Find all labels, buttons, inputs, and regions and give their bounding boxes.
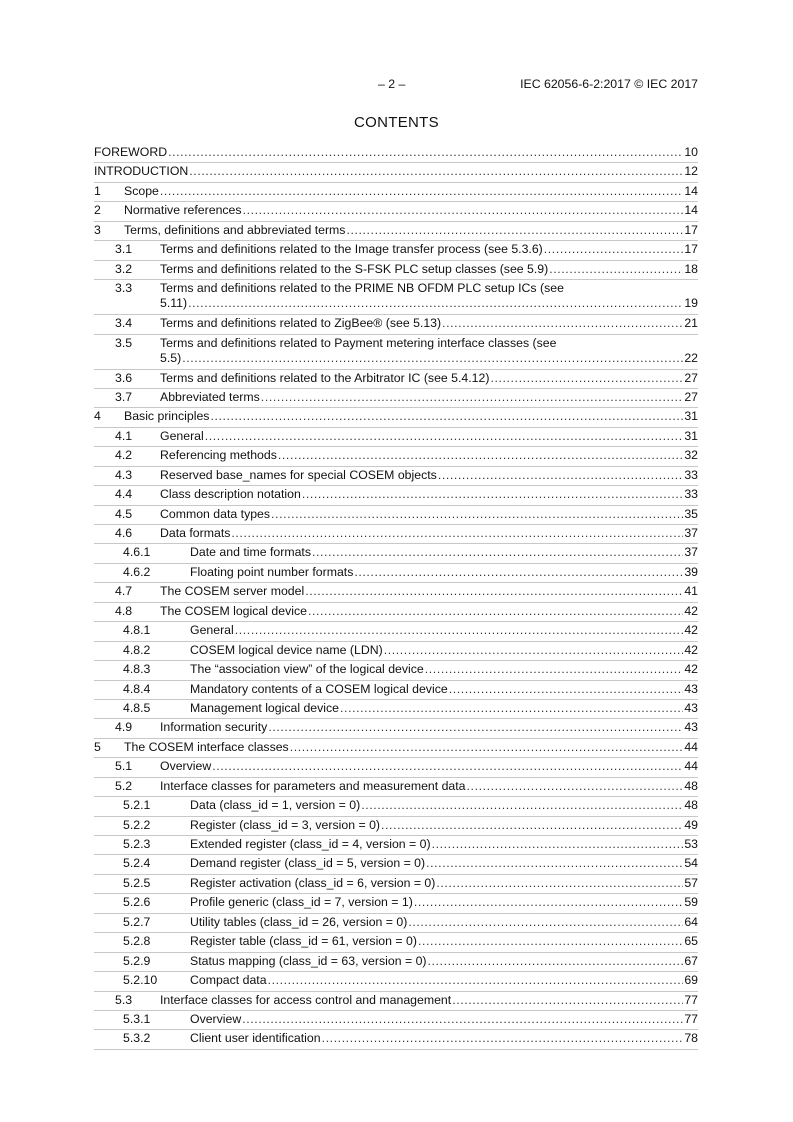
dot-leader — [210, 409, 683, 423]
toc-entry[interactable] — [94, 875, 698, 894]
toc-entry-title: The COSEM server model — [160, 584, 305, 599]
toc-entry-title: Terms and definitions related to Payment metering interface classes (see — [160, 335, 557, 350]
toc-entry[interactable] — [94, 1030, 698, 1049]
toc-entry-number: 4.2 — [115, 448, 133, 463]
toc-entry[interactable] — [94, 241, 698, 260]
toc-entry-number: 4.1 — [115, 428, 133, 443]
toc-entry-title: Interface classes for parameters and measurement data — [160, 778, 466, 793]
toc-entry-page: 43 — [684, 720, 698, 735]
toc-entry[interactable] — [94, 642, 698, 661]
toc-entry-title: Terms, definitions and abbreviated terms — [124, 222, 346, 237]
dot-leader — [432, 837, 684, 851]
toc-entry-number: 4.4 — [115, 487, 133, 502]
toc-entry-title: Referencing methods — [160, 448, 277, 463]
toc-entry-title: The COSEM logical device — [160, 603, 307, 618]
toc-entry-number: 3.4 — [115, 316, 133, 331]
toc-entry-page: 33 — [684, 467, 698, 482]
toc-entry-number: 1 — [94, 183, 101, 198]
toc-entry[interactable] — [94, 972, 698, 991]
toc-entry-number: 4.6.1 — [123, 545, 151, 560]
toc-entry-number: 5.2.2 — [123, 817, 151, 832]
toc-entry[interactable] — [94, 202, 698, 221]
dot-leader — [212, 759, 683, 773]
dot-leader — [449, 682, 684, 696]
toc-entry-number: 5.2.8 — [123, 934, 151, 949]
toc-entry-number: 2 — [94, 203, 101, 218]
toc-entry-number: 4.7 — [115, 584, 133, 599]
toc-entry[interactable] — [94, 467, 698, 486]
toc-entry-number: 3.5 — [115, 335, 133, 350]
toc-entry-title: Management logical device — [190, 700, 340, 715]
dot-leader — [305, 584, 683, 598]
toc-entry-title: Extended register (class_id = 4, version = 0) — [190, 837, 431, 851]
toc-entry-page: 77 — [684, 1011, 698, 1026]
toc-entry-page: 44 — [684, 739, 698, 754]
toc-entry-page: 27 — [684, 389, 698, 404]
toc-entry[interactable] — [94, 681, 698, 700]
toc-entry-page: 65 — [684, 934, 698, 949]
toc-entry-title: Terms and definitions related to the Arbitrator IC (see 5.4.12) — [160, 370, 490, 385]
toc-entry-number: 3 — [94, 222, 101, 237]
toc-entry-number: 4.9 — [115, 720, 133, 735]
toc-entry[interactable] — [94, 544, 698, 563]
toc-entry-page: 42 — [684, 603, 698, 618]
toc-entry-number: 5.2.4 — [123, 856, 151, 871]
dot-leader — [290, 740, 684, 754]
dot-leader — [549, 262, 683, 276]
toc-entry-title: Floating point number formats — [190, 564, 354, 579]
toc-entry-page: 32 — [684, 448, 698, 463]
dot-leader — [438, 468, 684, 482]
toc-entry-title: Profile generic (class_id = 7, version = 1) — [190, 895, 413, 910]
dot-leader — [308, 604, 683, 618]
dot-leader — [340, 701, 683, 715]
toc-entry-number: 5.2 — [115, 778, 133, 793]
toc-entry-page: 33 — [684, 487, 698, 502]
toc-entry[interactable] — [94, 222, 698, 241]
toc-entry-page: 64 — [684, 914, 698, 929]
toc-entry[interactable] — [94, 603, 698, 622]
toc-entry-number: 4.5 — [115, 506, 133, 521]
toc-entry-number: 5.2.1 — [123, 798, 151, 813]
toc-entry-number: 5.2.7 — [123, 914, 151, 929]
toc-entry[interactable] — [94, 506, 698, 525]
toc-entry[interactable] — [94, 933, 698, 952]
dot-leader — [428, 954, 684, 968]
dot-leader — [160, 184, 683, 198]
toc-entry-number: 3.6 — [115, 370, 133, 385]
toc-entry[interactable] — [94, 914, 698, 933]
dot-leader — [268, 720, 683, 734]
toc-entry-number: 5 — [94, 739, 101, 754]
dot-leader — [242, 1012, 683, 1026]
toc-entry-title: Register table (class_id = 61, version = 0) — [190, 934, 417, 949]
toc-entry-page: 14 — [684, 183, 698, 198]
toc-entry-number: 5.3.2 — [123, 1031, 151, 1046]
toc-entry-page: 31 — [684, 409, 698, 424]
dot-leader — [322, 1031, 684, 1045]
toc-entry-title: Mandatory contents of a COSEM logical device — [190, 681, 448, 696]
toc-entry-title: Abbreviated terms — [160, 389, 260, 404]
toc-entry-page: 37 — [684, 545, 698, 560]
toc-entry[interactable] — [94, 953, 698, 972]
toc-entry-title: Demand register (class_id = 5, version = 0) — [190, 856, 426, 871]
toc-entry[interactable] — [94, 719, 698, 738]
dot-leader — [414, 895, 683, 909]
toc-entry-title: Data formats — [160, 526, 231, 540]
toc-entry[interactable] — [94, 817, 698, 836]
toc-entry-title: Interface classes for access control and management — [160, 992, 452, 1007]
toc-entry-title: Normative references — [124, 203, 242, 218]
dot-leader — [188, 296, 683, 310]
toc-entry[interactable] — [94, 797, 698, 816]
toc-entry[interactable] — [94, 758, 698, 777]
toc-entry-page: 39 — [684, 564, 698, 579]
toc-entry-page: 17 — [684, 242, 698, 257]
toc-entry-number: 5.2.3 — [123, 837, 151, 851]
toc-entry-page: 18 — [684, 261, 698, 276]
toc-entry[interactable] — [94, 894, 698, 913]
dot-leader — [361, 798, 683, 812]
toc-entry[interactable] — [94, 700, 698, 719]
toc-entry-title: Terms and definitions related to the S-FSK PLC setup classes (see 5.9) — [160, 261, 549, 276]
dot-leader — [278, 448, 683, 462]
page-number: – 2 – — [378, 77, 406, 91]
toc-entry-title: INTRODUCTION — [94, 164, 189, 179]
toc-entry[interactable] — [94, 261, 698, 280]
toc-entry-page: 17 — [684, 222, 698, 237]
toc-entry-page: 78 — [684, 1031, 698, 1046]
dot-leader — [268, 973, 684, 987]
toc-entry-page: 19 — [684, 296, 698, 311]
toc-entry-title: Class description notation — [160, 487, 301, 502]
toc-entry-title-continuation: 5.5) — [160, 350, 182, 365]
toc-entry-page: 67 — [684, 953, 698, 968]
toc-entry-page: 21 — [684, 316, 698, 331]
toc-entry-page: 48 — [684, 798, 698, 813]
toc-entry-title: The COSEM interface classes — [124, 739, 289, 754]
toc-entry-page: 48 — [684, 778, 698, 793]
toc-entry-title: Information security — [160, 720, 268, 735]
toc-entry-title: Common data types — [160, 506, 271, 521]
dot-leader — [544, 242, 684, 256]
toc-entry-title: Overview — [190, 1011, 242, 1026]
toc-entry-title: Terms and definitions related to ZigBee® (see 5.13) — [160, 316, 442, 331]
toc-entry-page: 42 — [684, 642, 698, 657]
toc-entry[interactable] — [94, 564, 698, 583]
toc-entry-title: Utility tables (class_id = 26, version = 0) — [190, 914, 408, 929]
toc-entry-title: Register activation (class_id = 6, version = 0) — [190, 875, 436, 890]
toc-entry-number: 4.8.2 — [123, 642, 151, 657]
toc-entry-page: 37 — [684, 526, 698, 540]
dot-leader — [467, 779, 684, 793]
toc-entry-title: Scope — [124, 183, 159, 198]
toc-entry-page: 49 — [684, 817, 698, 832]
toc-entry[interactable] — [94, 389, 698, 408]
toc-entry-page: 69 — [684, 973, 698, 988]
dot-leader — [408, 915, 683, 929]
toc-entry[interactable] — [94, 428, 698, 447]
toc-entry-title: Terms and definitions related to the PRIME NB OFDM PLC setup ICs (see — [160, 281, 564, 296]
toc-entry-title: General — [190, 623, 234, 638]
toc-entry[interactable] — [94, 836, 698, 855]
dot-leader — [261, 390, 684, 404]
toc-entry-number: 4.3 — [115, 467, 133, 482]
toc-entry-page: 53 — [684, 837, 698, 851]
dot-leader — [346, 223, 683, 237]
toc-entry-title: COSEM logical device name (LDN) — [190, 642, 383, 657]
toc-entry[interactable] — [94, 739, 698, 758]
toc-entry[interactable] — [94, 778, 698, 797]
toc-entry-title: The “association view” of the logical device — [190, 662, 424, 677]
dot-leader — [302, 487, 684, 501]
toc-entry-page: 44 — [684, 759, 698, 774]
toc-entry-number: 3.7 — [115, 389, 133, 404]
toc-entry-page: 41 — [684, 584, 698, 599]
dot-leader — [426, 856, 683, 870]
dot-leader — [235, 623, 684, 637]
toc-entry-number: 5.2.9 — [123, 953, 151, 968]
dot-leader — [381, 818, 683, 832]
table-of-contents — [94, 144, 698, 1050]
dot-leader — [384, 643, 684, 657]
toc-entry[interactable] — [94, 525, 698, 544]
toc-entry-title: Basic principles — [124, 409, 210, 424]
toc-entry-number: 4.8.5 — [123, 700, 151, 715]
toc-entry-page: 57 — [684, 875, 698, 890]
toc-entry-page: 43 — [684, 681, 698, 696]
toc-entry-number: 4.8.3 — [123, 662, 151, 677]
dot-leader — [418, 934, 683, 948]
toc-entry-title: Reserved base_names for special COSEM objects — [160, 467, 437, 482]
toc-entry[interactable] — [94, 144, 698, 163]
toc-entry-title: Date and time formats — [190, 545, 311, 560]
toc-entry-page: 22 — [684, 350, 698, 365]
toc-entry[interactable] — [94, 583, 698, 602]
toc-entry[interactable] — [94, 280, 698, 315]
toc-entry-title: FOREWORD — [94, 145, 168, 159]
toc-entry-title: Data (class_id = 1, version = 0) — [190, 798, 361, 813]
toc-entry-page: 77 — [684, 992, 698, 1007]
toc-entry-title: Terms and definitions related to the Image transfer process (see 5.3.6) — [160, 242, 543, 257]
toc-entry-number: 5.3 — [115, 992, 133, 1007]
toc-entry[interactable] — [94, 447, 698, 466]
toc-entry[interactable] — [94, 486, 698, 505]
dot-leader — [205, 429, 684, 443]
toc-entry-number: 3.1 — [115, 242, 133, 257]
toc-entry-number: 5.2.5 — [123, 875, 151, 890]
toc-entry[interactable] — [94, 661, 698, 680]
toc-entry-title-continuation: 5.11) — [160, 296, 188, 311]
dot-leader — [271, 507, 683, 521]
dot-leader — [168, 145, 683, 159]
toc-entry-number: 4.6.2 — [123, 564, 151, 579]
toc-entry[interactable] — [94, 992, 698, 1011]
toc-entry-number: 4.8.4 — [123, 681, 151, 696]
toc-entry-number: 3.3 — [115, 281, 133, 296]
dot-leader — [182, 351, 683, 365]
toc-entry-title: Register (class_id = 3, version = 0) — [190, 817, 381, 832]
toc-entry-page: 14 — [684, 203, 698, 218]
toc-entry[interactable] — [94, 370, 698, 389]
toc-entry[interactable] — [94, 1011, 698, 1030]
toc-entry-page: 42 — [684, 662, 698, 677]
toc-entry-number: 5.3.1 — [123, 1011, 151, 1026]
dot-leader — [436, 876, 683, 890]
toc-entry-number: 4.6 — [115, 526, 133, 540]
toc-entry-page: 12 — [684, 164, 698, 179]
toc-entry[interactable] — [94, 622, 698, 641]
toc-entry-page: 54 — [684, 856, 698, 871]
toc-entry-number: 4.8.1 — [123, 623, 151, 638]
toc-entry-title: General — [160, 428, 204, 443]
dot-leader — [243, 203, 684, 217]
toc-entry-title: Status mapping (class_id = 63, version = 0) — [190, 953, 427, 968]
dot-leader — [452, 993, 683, 1007]
toc-entry-number: 5.1 — [115, 759, 133, 774]
page-title: CONTENTS — [354, 114, 439, 131]
dot-leader — [425, 662, 684, 676]
toc-entry-page: 10 — [684, 145, 698, 159]
dot-leader — [490, 371, 683, 385]
toc-entry-page: 35 — [684, 506, 698, 521]
dot-leader — [231, 526, 683, 540]
toc-entry[interactable] — [94, 408, 698, 427]
toc-entry-number: 3.2 — [115, 261, 133, 276]
toc-entry-number: 5.2.10 — [123, 973, 158, 988]
toc-entry-number: 5.2.6 — [123, 895, 151, 910]
toc-entry-number: 4 — [94, 409, 101, 424]
toc-entry-page: 42 — [684, 623, 698, 638]
toc-entry-number: 4.8 — [115, 603, 133, 618]
toc-entry[interactable] — [94, 183, 698, 202]
toc-entry[interactable] — [94, 163, 698, 182]
toc-entry[interactable] — [94, 855, 698, 874]
toc-entry-title: Overview — [160, 759, 212, 774]
toc-entry-page: 43 — [684, 700, 698, 715]
document-id: IEC 62056-6-2:2017 © IEC 2017 — [520, 77, 698, 91]
dot-leader — [354, 565, 683, 579]
toc-entry-page: 27 — [684, 370, 698, 385]
toc-entry-page: 31 — [684, 428, 698, 443]
toc-entry-title: Client user identification — [190, 1031, 321, 1046]
dot-leader — [189, 164, 683, 178]
toc-entry-page: 59 — [684, 895, 698, 910]
toc-entry-title: Compact data — [190, 973, 267, 988]
toc-entry[interactable] — [94, 315, 698, 334]
toc-entry[interactable] — [94, 335, 698, 370]
dot-leader — [312, 545, 683, 559]
dot-leader — [442, 316, 683, 330]
